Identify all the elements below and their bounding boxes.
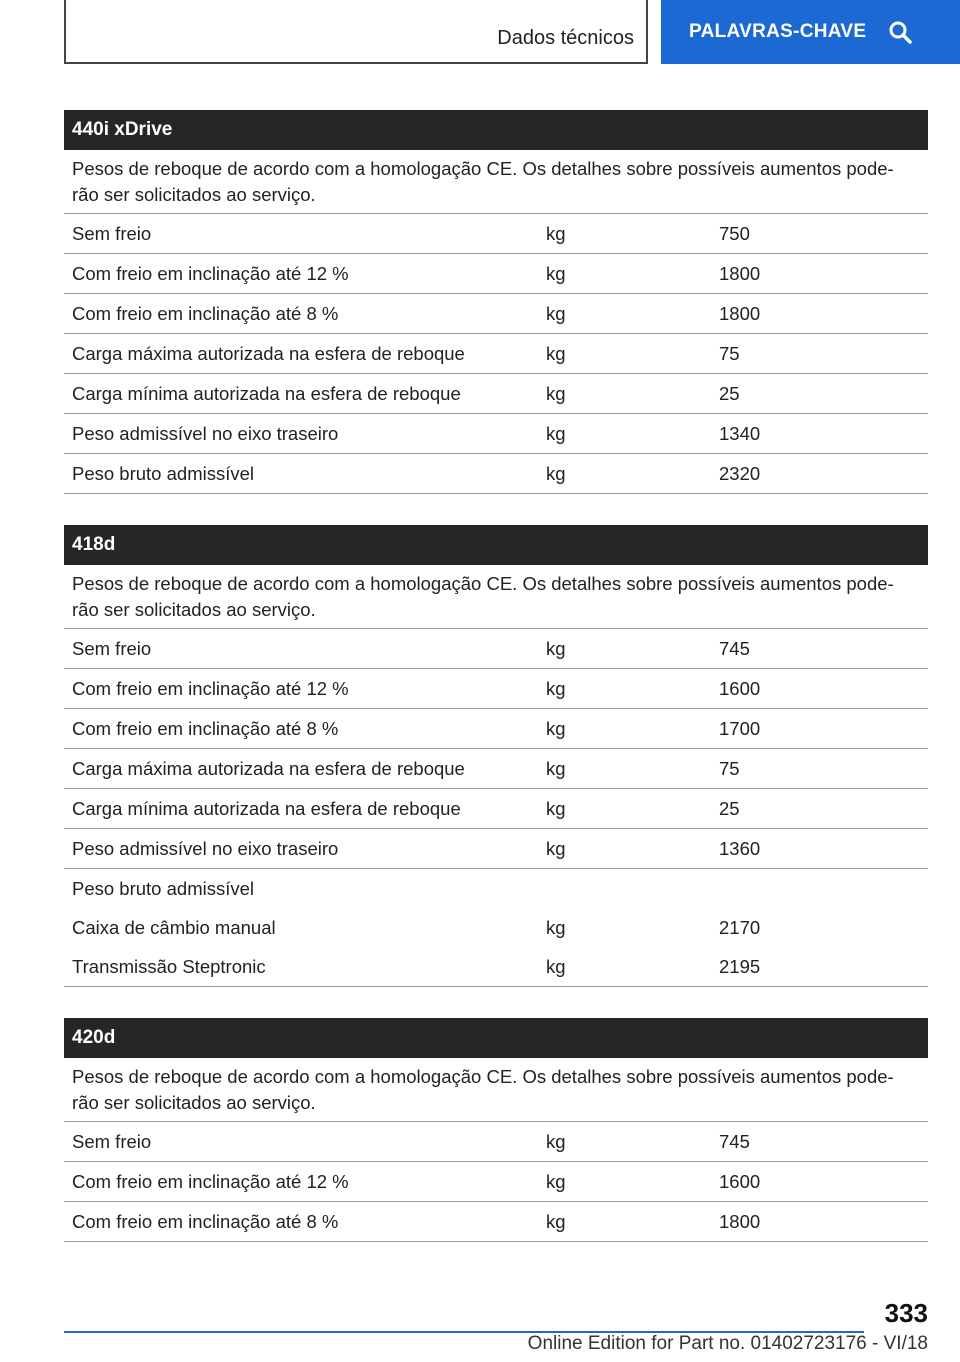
row-unit: kg [546,678,566,699]
table-row [64,454,928,494]
row-label: Com freio em inclinação até 12 % [72,678,349,699]
row-unit: kg [546,223,566,244]
table-row [64,829,928,869]
section-description: Pesos de reboque de acordo com a homologação CE. Os detalhes sobre possíveis aumentos pode-rão ser solicitados ao serviço. [64,565,928,629]
table-row [64,749,928,789]
row-unit: kg [546,718,566,739]
section-title: 418d [64,525,928,565]
row-value: 1800 [719,1211,761,1232]
table-row [64,669,928,709]
spec-content [64,110,928,1273]
row-label: Peso admissível no eixo traseiro [72,423,339,444]
spec-section [64,110,928,494]
row-label: Com freio em inclinação até 8 % [72,718,339,739]
row-label: Caixa de câmbio manual [72,917,276,938]
row-unit: kg [546,423,566,444]
row-unit: kg [546,303,566,324]
row-label: Carga mínima autorizada na esfera de reboque [72,798,461,819]
row-value: 750 [719,223,750,244]
row-label: Carga máxima autorizada na esfera de reboque [72,343,465,364]
table-row [64,374,928,414]
table-row [64,1202,928,1242]
section-title: 440i xDrive [64,110,928,150]
section-description: Pesos de reboque de acordo com a homologação CE. Os detalhes sobre possíveis aumentos pode-rão ser solicitados ao serviço. [64,150,928,214]
row-label: Com freio em inclinação até 8 % [72,1211,339,1232]
row-label: Carga máxima autorizada na esfera de reboque [72,758,465,779]
row-value [711,869,928,908]
edition-text: Online Edition for Part no. 01402723176 - VI/18 [527,1333,928,1354]
keywords-label: PALAVRAS-CHAVE [689,21,867,42]
table-row [64,214,928,254]
table-row [64,789,928,829]
row-label: Sem freio [72,1131,152,1152]
row-unit: kg [546,638,566,659]
row-unit: kg [546,343,566,364]
row-unit: kg [546,463,566,484]
row-value: 1600 [719,1171,761,1192]
row-label: Sem freio [72,638,152,659]
row-value: 2170 [719,917,761,938]
row-unit: kg [546,956,566,977]
row-label: Com freio em inclinação até 8 % [72,303,339,324]
row-value: 2195 [719,956,761,977]
row-unit: kg [546,917,566,938]
chapter-title: Dados técnicos [497,27,634,49]
row-label: Com freio em inclinação até 12 % [72,263,349,284]
row-value: 745 [719,638,750,659]
row-value: 745 [719,1131,750,1152]
row-unit [538,869,711,908]
section-description: Pesos de reboque de acordo com a homologação CE. Os detalhes sobre possíveis aumentos pode-rão ser solicitados ao serviço. [64,1058,928,1122]
row-label: Sem freio [72,223,152,244]
spec-section [64,525,928,987]
chapter-tab[interactable] [64,0,648,64]
row-value: 1800 [719,263,761,284]
row-value: 1700 [719,718,761,739]
table-row [64,908,928,947]
row-value: 25 [719,383,740,404]
row-unit: kg [546,758,566,779]
row-label: Peso bruto admissível [72,878,255,899]
row-value: 2320 [719,463,761,484]
page-number: 333 [884,1298,928,1328]
row-unit: kg [546,263,566,284]
row-unit: kg [546,1211,566,1232]
table-row [64,709,928,749]
table-row [64,869,928,908]
row-value: 1600 [719,678,761,699]
row-unit: kg [546,383,566,404]
table-row [64,1162,928,1202]
row-unit: kg [546,1131,566,1152]
table-row [64,1122,928,1162]
row-value: 1360 [719,838,761,859]
row-unit: kg [546,798,566,819]
row-label: Carga mínima autorizada na esfera de reboque [72,383,461,404]
row-value: 25 [719,798,740,819]
section-title: 420d [64,1018,928,1058]
row-value: 75 [719,343,740,364]
row-unit: kg [546,838,566,859]
row-label: Transmissão Steptronic [72,956,266,977]
row-unit: kg [546,1171,566,1192]
row-value: 1340 [719,423,761,444]
row-label: Peso admissível no eixo traseiro [72,838,339,859]
table-row [64,414,928,454]
row-label: Com freio em inclinação até 12 % [72,1171,349,1192]
table-row [64,947,928,987]
row-value: 1800 [719,303,761,324]
keywords-button[interactable] [661,0,960,64]
table-row [64,294,928,334]
table-row [64,254,928,294]
search-icon [888,20,912,44]
row-value: 75 [719,758,740,779]
table-row [64,334,928,374]
table-row [64,629,928,669]
spec-section [64,1018,928,1242]
row-label: Peso bruto admissível [72,463,255,484]
